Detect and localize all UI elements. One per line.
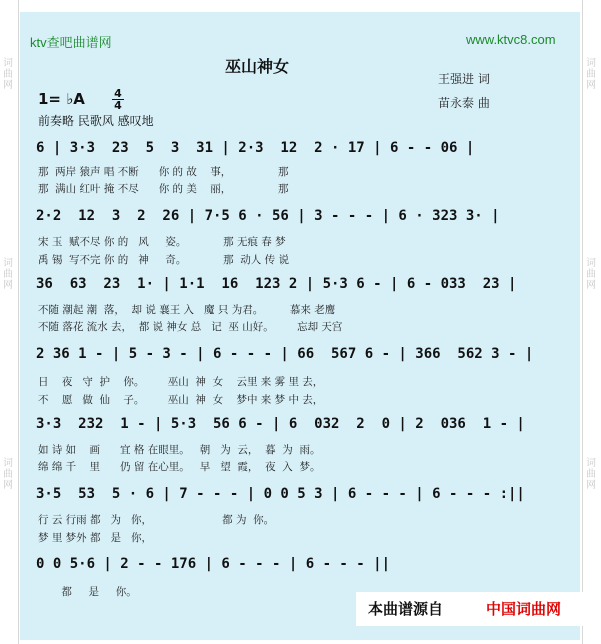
lyric-row-6-verse-2: 梦 里 梦外 都 是 你， [38, 532, 153, 544]
key-signature: 1= ♭A [38, 90, 85, 108]
time-top: 4 [114, 87, 122, 100]
lyric-row-6-verse-1: 行 云 行雨 都 为 你， 都 为 你。 [38, 514, 275, 526]
time-signature [112, 88, 124, 111]
right-margin [582, 0, 601, 644]
watermark-left-3: 词曲网 [3, 458, 13, 491]
lyric-row-4-verse-2: 不 愿 做 仙 子。 巫山 神 女 梦中 来 梦 中 去， [38, 394, 324, 406]
lyric-row-3-verse-1: 不随 潮起 潮 落， 却 说 襄王 入 魔 只 为君。 慕来 老鹰 [38, 304, 336, 316]
lyric-row-3-verse-2: 不随 落花 流水 去， 都 说 神女 总 记 巫 山好。 忘却 天宫 [38, 321, 343, 333]
watermark-left-1: 词曲网 [3, 58, 13, 91]
source-stamp [356, 592, 588, 626]
watermark-right-3: 词曲网 [586, 458, 596, 491]
stamp-source-text: 本曲谱源自 [368, 600, 444, 618]
left-margin [0, 0, 19, 644]
lyric-row-1-verse-2: 那 满山 红叶 掩 不尽 你 的 美 丽， 那 [38, 183, 289, 195]
lyric-row-5-verse-1: 如 诗 如 画 宜 格 在眼里。 朝 为 云， 暮 为 雨。 [38, 444, 321, 456]
notation-row-6: 3·5 53 5 · 6 | 7 - - - | 0 0 5 3 | 6 - - - | 6 - - - :|| [36, 486, 525, 502]
lyricist-credit: 王强进 词 [438, 72, 490, 86]
lyric-row-7-verse-1: 都 是 你。 [38, 586, 137, 598]
notation-row-1: 6 | 3·3 23 5 3 31 | 2·3 12 2 · 17 | 6 - - 06 | [36, 140, 475, 156]
watermark-right-1: 词曲网 [586, 58, 596, 91]
stamp-site-name: 中国词曲网 [486, 600, 562, 618]
notation-row-2: 2·2 12 3 2 26 | 7·5 6 · 56 | 3 - - - | 6 · 323 3· | [36, 208, 500, 224]
notation-row-5: 3·3 232 1 - | 5·3 56 6 - | 6 032 2 0 | 2 036 1 - | [36, 416, 525, 432]
lyric-row-5-verse-2: 绵 绵 千 里 仍 留 在心里。 早 望 霞， 夜 入 梦。 [38, 461, 321, 473]
site-name-left: ktv查吧曲谱网 [30, 35, 112, 50]
song-title: 巫山神女 [225, 57, 290, 76]
notation-row-4: 2 36 1 - | 5 - 3 - | 6 - - - | 66 567 6 - | 366 562 3 - | [36, 346, 534, 362]
site-url-right: www.ktvc8.com [466, 32, 556, 47]
lyric-row-1-verse-1: 那 两岸 猿声 唱 不断 你 的 故 事， 那 [38, 166, 289, 178]
notation-row-7: 0 0 5·6 | 2 - - 176 | 6 - - - | 6 - - - || [36, 556, 391, 572]
composer-credit: 苗永泰 曲 [438, 96, 490, 110]
lyric-row-4-verse-1: 日 夜 守 护 你。 巫山 神 女 云里 来 雾 里 去， [38, 376, 324, 388]
watermark-left-2: 词曲网 [3, 258, 13, 291]
lyric-row-2-verse-1: 宋 玉 赋不尽 你 的 风 姿。 那 无痕 春 梦 [38, 236, 286, 248]
notation-row-3: 36 63 23 1· | 1·1 16 123 2 | 5·3 6 - | 6 - 033 23 | [36, 276, 517, 292]
watermark-right-2: 词曲网 [586, 258, 596, 291]
intro-note: 前奏略 民歌风 感叹地 [38, 114, 154, 128]
lyric-row-2-verse-2: 禹 锡 写不完 你 的 神 奇。 那 动人 传 说 [38, 254, 289, 266]
time-bottom: 4 [114, 99, 122, 112]
score-sheet [20, 12, 580, 640]
